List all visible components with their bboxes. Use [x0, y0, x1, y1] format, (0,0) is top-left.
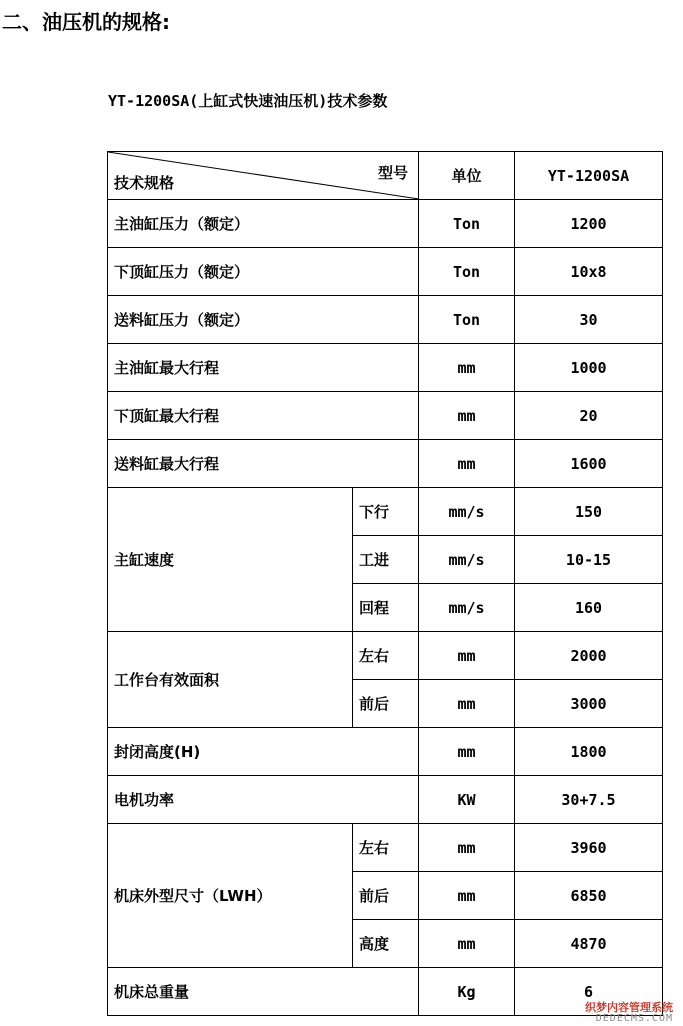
header-model-label: 型号	[377, 164, 408, 182]
row-name: 主油缸最大行程	[108, 344, 419, 392]
sub-label: 工进	[353, 536, 419, 584]
sub-label: 前后	[353, 872, 419, 920]
row-name: 送料缸压力（额定）	[108, 296, 419, 344]
sub-label: 左右	[353, 632, 419, 680]
row-unit: Ton	[419, 248, 515, 296]
row-value: 6	[515, 968, 663, 1016]
row-unit: mm	[419, 440, 515, 488]
table-row	[108, 248, 663, 296]
row-name: 主油缸压力（额定）	[108, 200, 419, 248]
row-value: 30	[515, 296, 663, 344]
speed-group-name: 主缸速度	[108, 488, 353, 632]
table-row	[108, 344, 663, 392]
watermark	[585, 1002, 673, 1024]
sub-label: 左右	[353, 824, 419, 872]
row-unit: Ton	[419, 200, 515, 248]
row-value: 1600	[515, 440, 663, 488]
row-unit: mm	[419, 824, 515, 872]
watermark-line1: 织梦内容管理系统	[585, 1000, 673, 1014]
row-value: 2000	[515, 632, 663, 680]
row-unit: mm	[419, 920, 515, 968]
row-unit: mm	[419, 344, 515, 392]
row-unit: mm	[419, 632, 515, 680]
row-unit: mm/s	[419, 488, 515, 536]
row-unit: mm	[419, 392, 515, 440]
page-heading: 二、油压机的规格:	[2, 10, 170, 34]
header-model-value: YT-1200SA	[515, 152, 663, 200]
table-row	[108, 776, 663, 824]
table-row	[108, 968, 663, 1016]
row-unit: mm/s	[419, 536, 515, 584]
row-name: 送料缸最大行程	[108, 440, 419, 488]
watermark-line2: DEDECMS.COM	[595, 1012, 673, 1024]
row-unit: mm	[419, 872, 515, 920]
row-value: 160	[515, 584, 663, 632]
header-spec-label: 技术规格	[114, 174, 175, 192]
table-row	[108, 632, 663, 680]
header-diagonal-cell	[108, 152, 419, 200]
row-value: 1200	[515, 200, 663, 248]
row-name: 电机功率	[108, 776, 419, 824]
table-row	[108, 392, 663, 440]
row-value: 20	[515, 392, 663, 440]
row-value: 3960	[515, 824, 663, 872]
row-unit: Kg	[419, 968, 515, 1016]
row-name: 下顶缸压力（额定）	[108, 248, 419, 296]
row-value: 6850	[515, 872, 663, 920]
row-value: 3000	[515, 680, 663, 728]
table-row	[108, 440, 663, 488]
row-unit: KW	[419, 776, 515, 824]
row-value: 10-15	[515, 536, 663, 584]
area-group-name: 工作台有效面积	[108, 632, 353, 728]
row-unit: Ton	[419, 296, 515, 344]
table-row	[108, 728, 663, 776]
table-row	[108, 488, 663, 536]
table-header-row	[108, 152, 663, 200]
row-value: 150	[515, 488, 663, 536]
row-unit: mm	[419, 680, 515, 728]
row-name: 机床总重量	[108, 968, 419, 1016]
row-name: 下顶缸最大行程	[108, 392, 419, 440]
row-value: 4870	[515, 920, 663, 968]
header-unit: 单位	[419, 152, 515, 200]
row-value: 30+7.5	[515, 776, 663, 824]
row-value: 10x8	[515, 248, 663, 296]
table-row	[108, 200, 663, 248]
row-unit: mm	[419, 728, 515, 776]
dims-group-name: 机床外型尺寸（LWH）	[108, 824, 353, 968]
row-name: 封闭高度(H)	[108, 728, 419, 776]
table-row	[108, 296, 663, 344]
sub-label: 下行	[353, 488, 419, 536]
table-row	[108, 824, 663, 872]
spec-table	[107, 151, 663, 1016]
row-value: 1000	[515, 344, 663, 392]
row-unit: mm/s	[419, 584, 515, 632]
sub-label: 高度	[353, 920, 419, 968]
row-value: 1800	[515, 728, 663, 776]
sub-label: 回程	[353, 584, 419, 632]
table-title: YT-1200SA(上缸式快速油压机)技术参数	[108, 92, 388, 110]
sub-label: 前后	[353, 680, 419, 728]
